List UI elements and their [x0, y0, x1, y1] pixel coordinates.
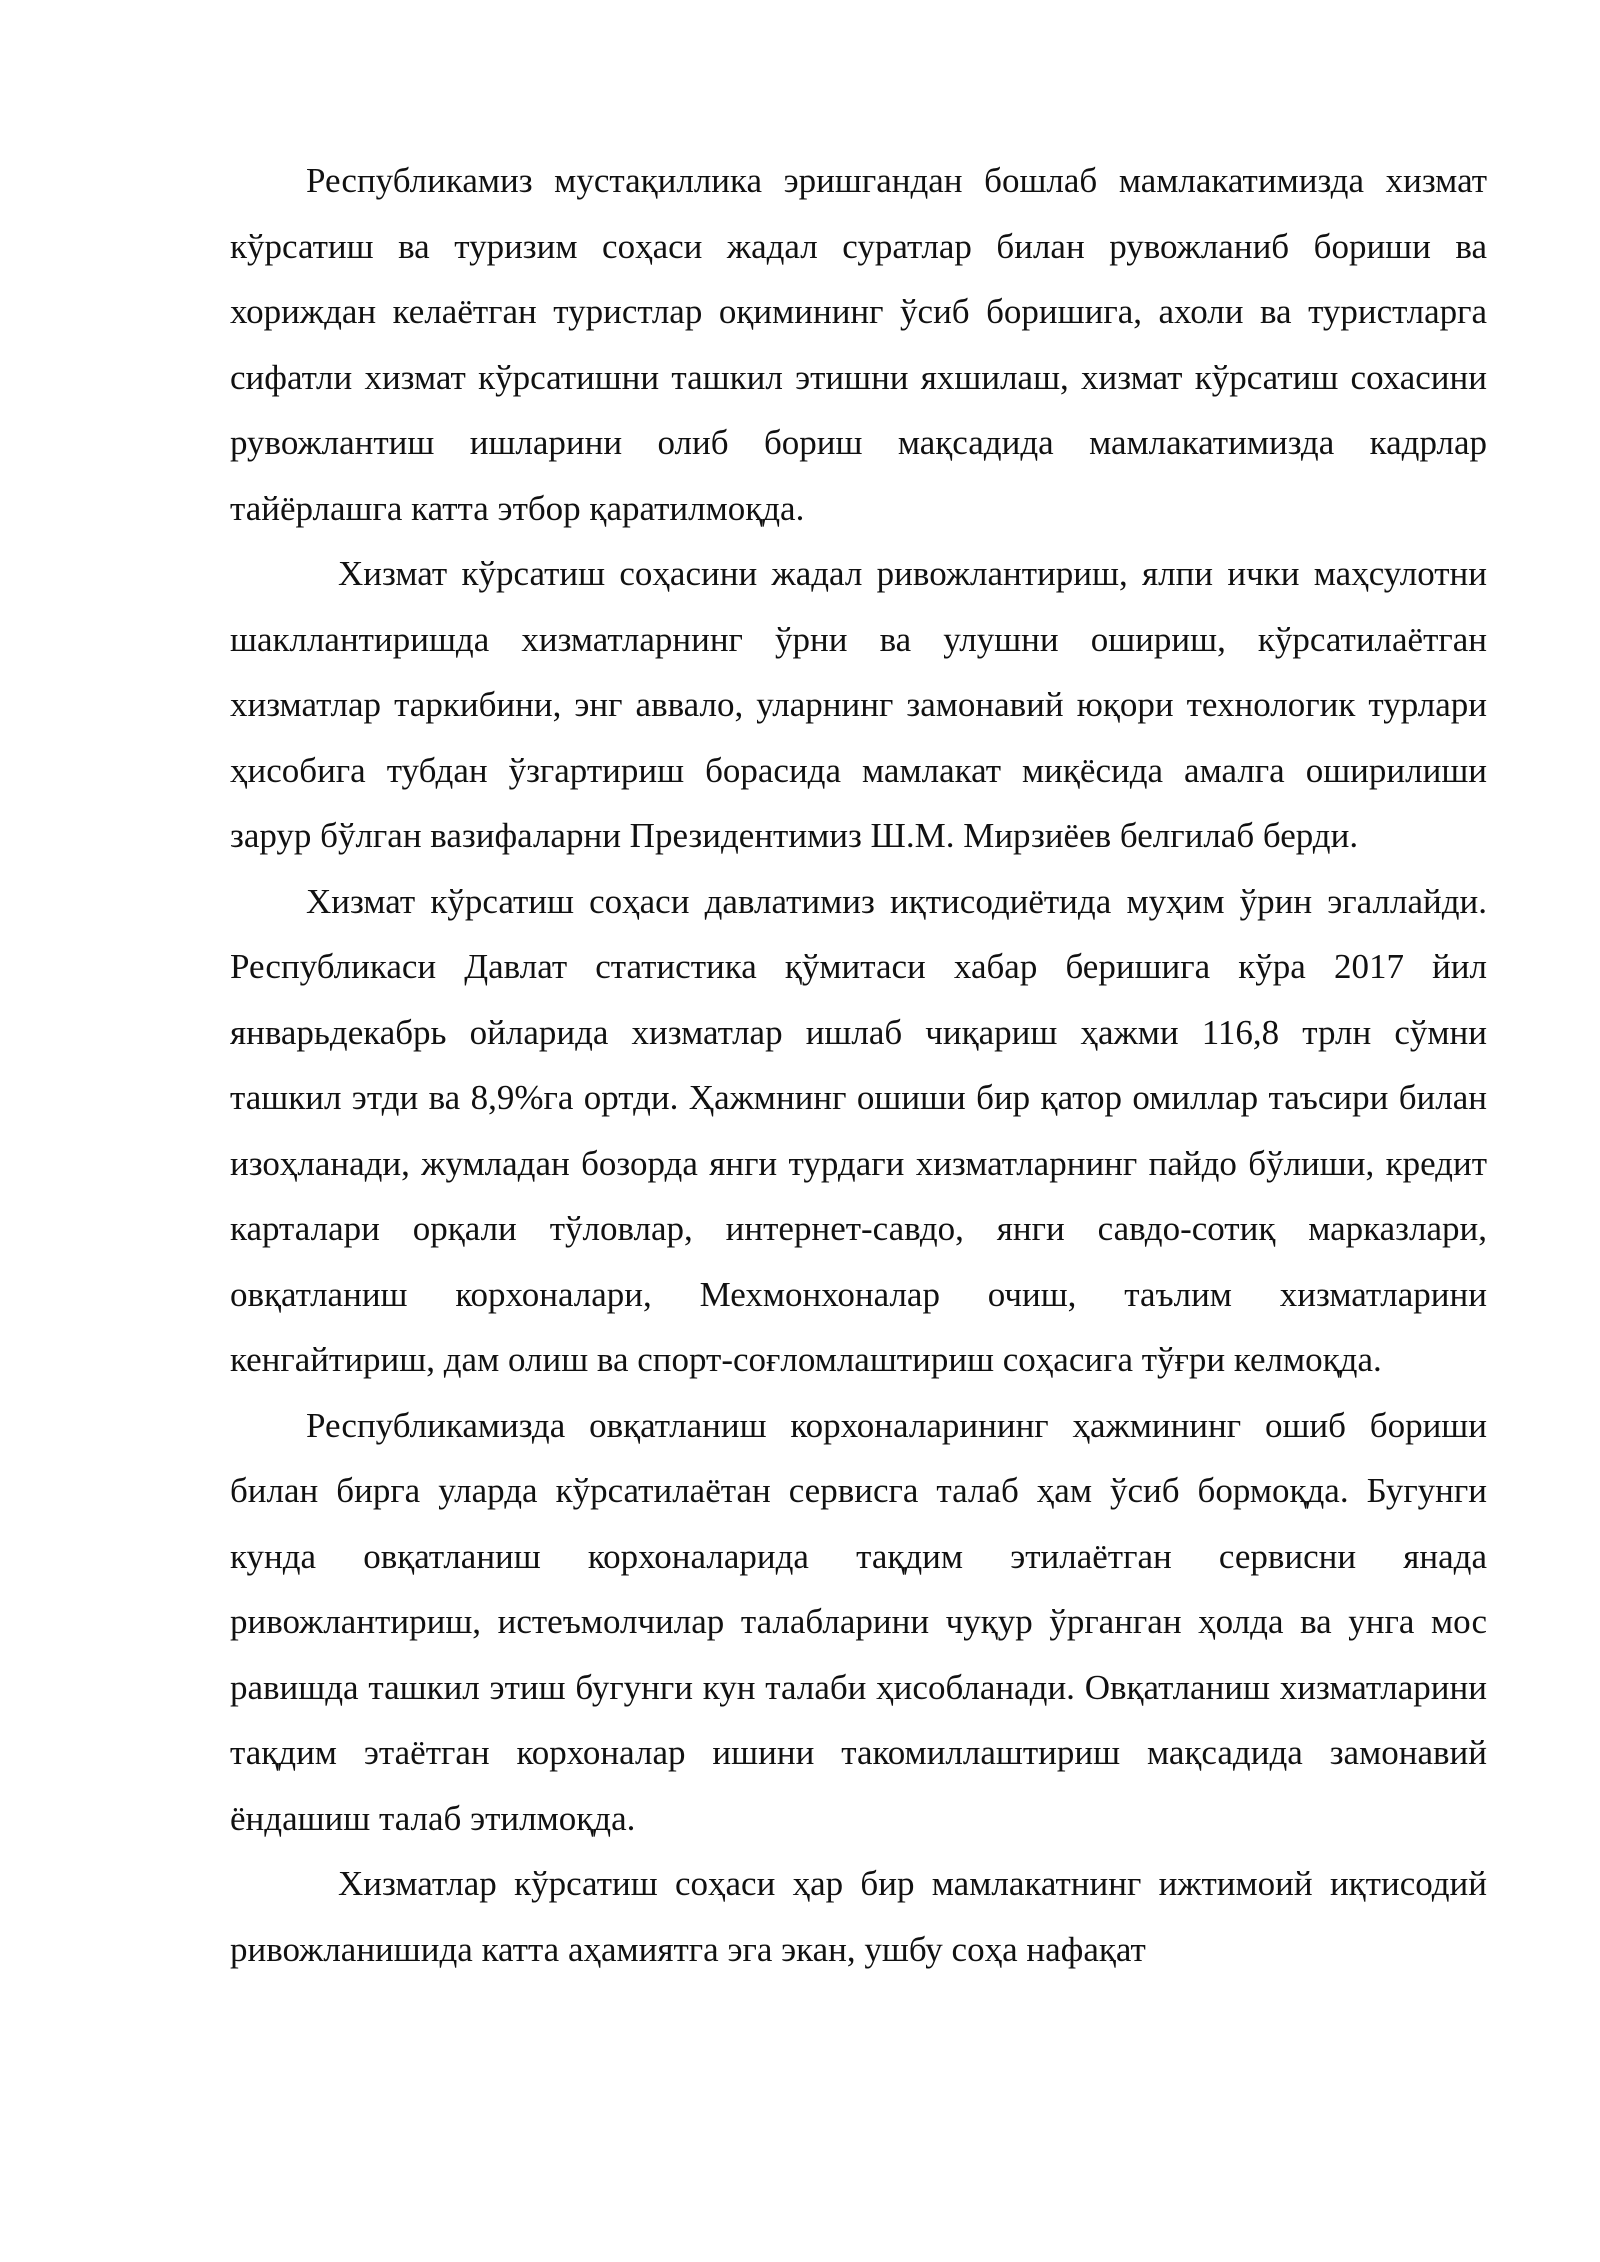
paragraph-5: Хизматлар кўрсатиш соҳаси ҳар бир мамлакатнинг ижтимоий иқтисодий ривожланишида катта аҳамиятга эга экан, ушбу соҳа нафақат	[230, 1864, 1487, 1969]
paragraph-1: Республикамиз мустақиллика эришгандан бошлаб мамлакатимизда хизмат кўрсатиш ва туризим соҳаси жадал суратлар билан рувожланиб бориши ва хориждан келаётган туристлар оқимининг ўсиб боришига, ахоли ва туристларга сифатли хизмат кўрсатишни ташкил этишни яхшилаш, хизмат кўрсатиш сохасини рувожлантиш ишларини олиб бориш мақсадида мамлакатимизда кадрлар тайёрлашга катта этбор қаратилмоқда.	[230, 161, 1487, 528]
paragraph-3: Хизмат кўрсатиш соҳаси давлатимиз иқтисодиётида муҳим ўрин эгаллайди. Республикаси Давлат статистика қўмитаси хабар беришига кўра 2017 йил январьдекабрь ойларида хизматлар ишлаб чиқариш ҳажми 116,8 трлн сўмни ташкил этди ва 8,9%га ортди. Ҳажмнинг ошиши бир қатор омиллар таъсири билан изоҳланади, жумладан бозорда янги турдаги хизматларнинг пайдо бўлиши, кредит карталари орқали тўловлар, интернет-савдо, янги савдо-сотиқ марказлари, овқатланиш корхоналари, Мехмонхоналар очиш, таълим хизматларини кенгайтириш, дам олиш ва спорт-соғломлаштириш соҳасига тўғри келмоқда.	[230, 881, 1487, 1379]
document-body	[230, 148, 1487, 1982]
paragraph-4: Республикамизда овқатланиш корхоналарининг ҳажмининг ошиб бориши билан бирга уларда кўрсатилаётан сервисга талаб ҳам ўсиб бормоқда. Бугунги кунда овқатланиш корхоналарида тақдим этилаётган сервисни янада ривожлантириш, истеъмолчилар талабларини чуқур ўрганган ҳолда ва унга мос равишда ташкил этиш бугунги кун талаби ҳисобланади. Овқатланиш хизматларини тақдим этаётган корхоналар ишини такомиллаштириш мақсадида замонавий ёндашиш талаб этилмоқда.	[230, 1405, 1487, 1838]
paragraph-2: Хизмат кўрсатиш соҳасини жадал ривожлантириш, ялпи ички маҳсулотни шакллантиришда хизматларнинг ўрни ва улушни ошириш, кўрсатилаётган хизматлар таркибини, энг аввало, уларнинг замонавий юқори технологик турлари ҳисобига тубдан ўзгартириш борасида мамлакат миқёсида амалга оширилиши зарур бўлган вазифаларни Президентимиз Ш.М. Мирзиёев белгилаб берди.	[230, 554, 1487, 855]
